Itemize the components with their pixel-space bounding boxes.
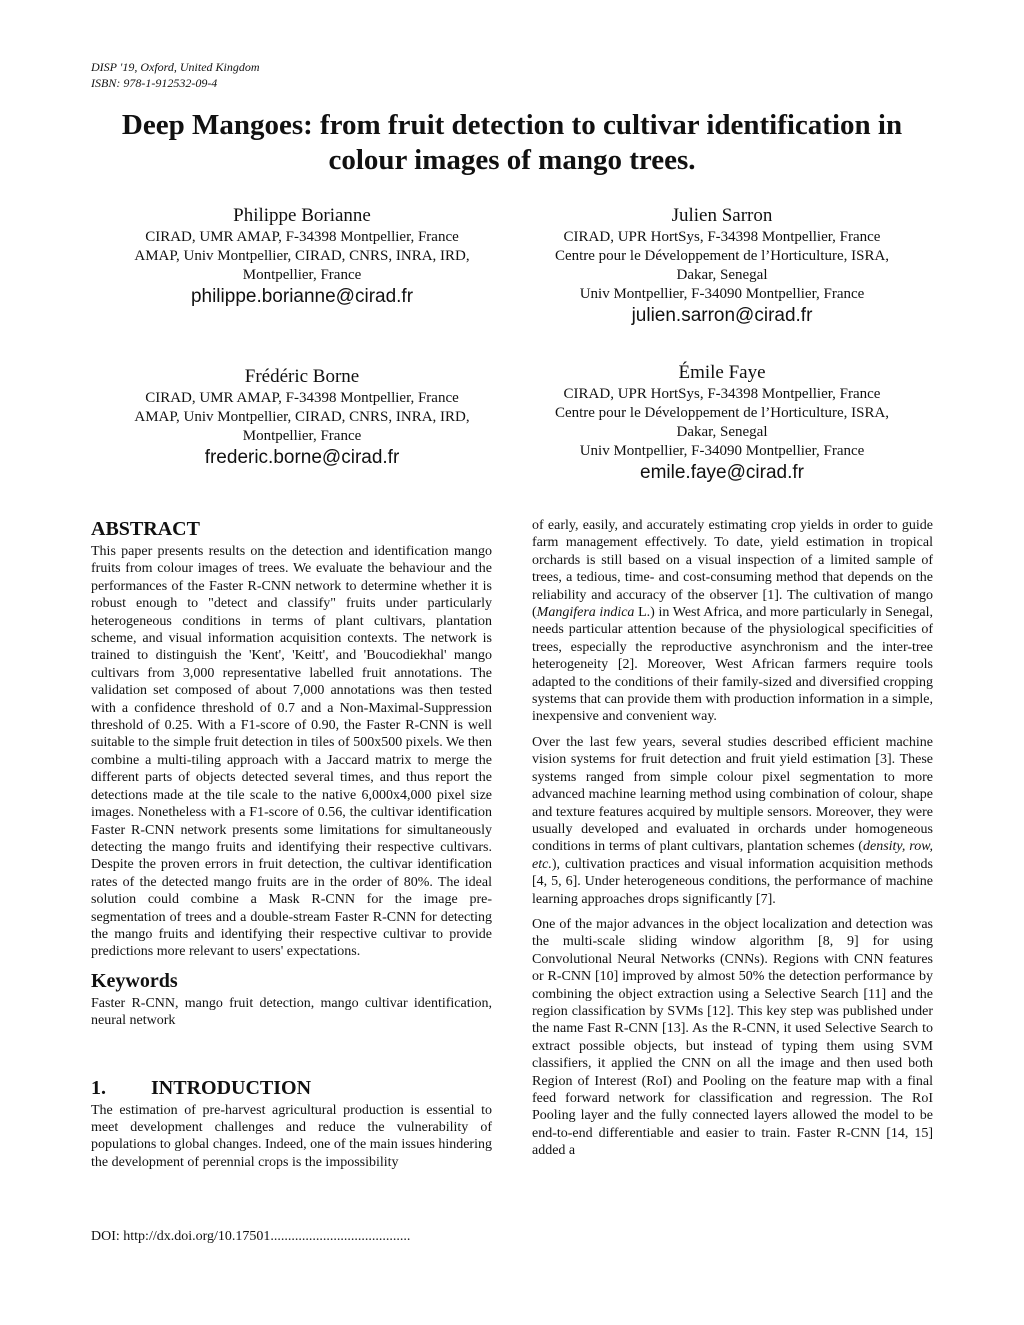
keywords-heading: Keywords [91, 969, 178, 992]
author-email[interactable]: emile.faye@cirad.fr [640, 462, 804, 483]
section-title: INTRODUCTION [151, 1076, 312, 1099]
introduction-heading [91, 1076, 492, 1100]
isbn: ISBN: 978-1-912532-09-4 [91, 76, 218, 90]
intro-paragraph [532, 734, 933, 908]
author-affiliation: Centre pour le Développement de l’Horticulture, ISRA, [554, 405, 890, 421]
intro-paragraph: One of the major advances in the object localization and detection was the multi-scale sliding window algorithm [8, 9] for using Convolutional Neural Networks (CNNs). Regions with CNN features or R-CNN [10] improved by almost 50% the detection performance by combining the object extraction using a Selective Search [11] and the region classification by SVMs [12]. This key step was published under the name Fast R-CNN [13]. As the R-CNN, it used Selective Search to extract possible objects, but instead of typing them using SVM classifiers, it applied the CNN on all the image and then used both Region of Interest (RoI) and Pooling on the feature map with a final feed forward network for classification and regression. The RoI Pooling layer and the fully connected layers allowed the model to be end-to-end differentiable and easier to train. Faster R-CNN [14, 15] added a [532, 916, 933, 1159]
author-block [512, 204, 932, 328]
keywords-text: Faster R-CNN, mango fruit detection, mango cultivar identification, neural network [91, 995, 492, 1029]
right-column [532, 517, 933, 1168]
intro-paragraph: The estimation of pre-harvest agricultural production is essential to meet development challenges and reduce the vulnerability of populations to global changes. Indeed, one of the main issues hindering the development of perennial crops is the impossibility [91, 1102, 492, 1170]
title-line-1: Deep Mangoes: from fruit detection to cultivar identification in [121, 109, 903, 141]
author-affiliation: CIRAD, UPR HortSys, F-34398 Montpellier, France [563, 229, 881, 245]
author-affiliation: Univ Montpellier, F-34090 Montpellier, France [579, 286, 865, 302]
author-name: Philippe Borianne [233, 205, 371, 226]
author-name: Julien Sarron [671, 205, 773, 226]
author-affiliation: CIRAD, UMR AMAP, F-34398 Montpellier, France [145, 229, 459, 245]
author-block [92, 204, 512, 309]
italic-run: density, row, etc. [532, 839, 933, 872]
author-block [512, 361, 932, 485]
text-run: Over the last few years, several studies described efficient machine vision systems for fruit detection and fruit yield estimation [3]. These systems ranged from simple colour pixel segmentation to more advanced machine learning method using combination of colour, shape and texture features acquired by multiple sensors. Moreover, they were usually developed and evaluated in orchards under homogeneous conditions in terms of plant cultivars, plantation schemes ( [532, 734, 933, 855]
intro-paragraph [532, 517, 933, 726]
text-run: of early, easily, and accurately estimating crop yields in order to guide farm management effectively. To date, yield estimation in tropical orchards is still based on a visual inspection of a limited sample of trees, a tedious, time- and cost-consuming method that depends on the reliability and accuracy of the observer [1]. The cultivation of mango ( [532, 518, 933, 621]
doi-footer[interactable]: DOI: http://dx.doi.org/10.17501........................................ [91, 1229, 411, 1244]
author-affiliation: CIRAD, UMR AMAP, F-34398 Montpellier, France [145, 390, 459, 406]
author-affiliation: AMAP, Univ Montpellier, CIRAD, CNRS, INRA, IRD, [134, 409, 470, 425]
text-run: L.) in West Africa, and more particularly in Senegal, needs particular attention because of the physiological specificities of trees, especially the reproductive asynchronism and the inter-tree heterogeneity [2]. Moreover, West African farmers require tools adapted to the conditions of their family-sized and diversified cropping systems that can provide them with production information in a simple, inexpensive and convenient way. [532, 605, 933, 725]
author-affiliation: Montpellier, France [242, 267, 362, 283]
text-run: ), cultivation practices and visual information acquisition methods [4, 5, 6]. Under heterogeneous conditions, the performance of machine learning approaches drops significantly [7]. [532, 856, 933, 907]
author-affiliation: Centre pour le Développement de l’Horticulture, ISRA, [554, 248, 890, 264]
author-affiliation: Univ Montpellier, F-34090 Montpellier, France [579, 443, 865, 459]
author-name: Frédéric Borne [244, 366, 360, 387]
conference-header [91, 59, 260, 91]
author-block [92, 365, 512, 470]
title-line-2: colour images of mango trees. [328, 144, 696, 176]
abstract-heading: ABSTRACT [91, 518, 200, 540]
author-email[interactable]: philippe.borianne@cirad.fr [190, 286, 414, 307]
author-email[interactable]: julien.sarron@cirad.fr [631, 305, 813, 326]
paper-title [60, 108, 964, 178]
abstract-text: This paper presents results on the detection and identification mango fruits from colour images of trees. We evaluate the behaviour and the performances of the Faster R-CNN network to determine whether it is robust enough to "detect and classify" fruits under particularly heterogeneous conditions in terms of plant cultivars, plantation scheme, and visual information acquisition contexts. The network is trained to distinguish the 'Kent', 'Keitt', and 'Boucodiekhal' mango cultivars from 3,000 representative labelled fruit annotations. The validation set composed of about 7,000 annotations was then tested with a confidence threshold of 0.7 and a Non-Maximal-Suppression threshold of 0.25. With a F1-score of 0.90, the Faster R-CNN is well suitable to the simple fruit detection in tiles of 500x500 pixels. We then combine a multi-tiling approach with a Jaccard matrix to merge the different parts of objects detected several times, and thus report the detections made at the tile scale to the native 6,000x4,000 pixel size images. Nonetheless with a F1-score of 0.56, the cultivar identification Faster R-CNN network presents some limitations for simultaneously detecting the mango fruits and identifying their respective cultivars. Despite the proven errors in fruit detection, the cultivar identification rates of the detected mango fruits are in the order of 80%. The ideal solution could combine a Mask R-CNN for the image pre-segmentation of trees and a double-stream Faster R-CNN for detecting the mango fruits and identifying their respective cultivar to provide predictions more relevant to users' expectations. [91, 544, 492, 960]
author-affiliation: CIRAD, UPR HortSys, F-34398 Montpellier, France [563, 386, 881, 402]
left-column [91, 517, 492, 1179]
author-name: Émile Faye [678, 362, 766, 383]
author-affiliation: Montpellier, France [242, 428, 362, 444]
conference-name: DISP '19, Oxford, United Kingdom [91, 60, 260, 74]
author-email[interactable]: frederic.borne@cirad.fr [204, 447, 400, 468]
author-affiliation: Dakar, Senegal [676, 424, 768, 440]
author-affiliation: AMAP, Univ Montpellier, CIRAD, CNRS, INRA, IRD, [134, 248, 470, 264]
species-name: Mangifera indica [536, 605, 635, 621]
author-affiliation: Dakar, Senegal [676, 267, 768, 283]
section-number: 1. [91, 1076, 106, 1099]
